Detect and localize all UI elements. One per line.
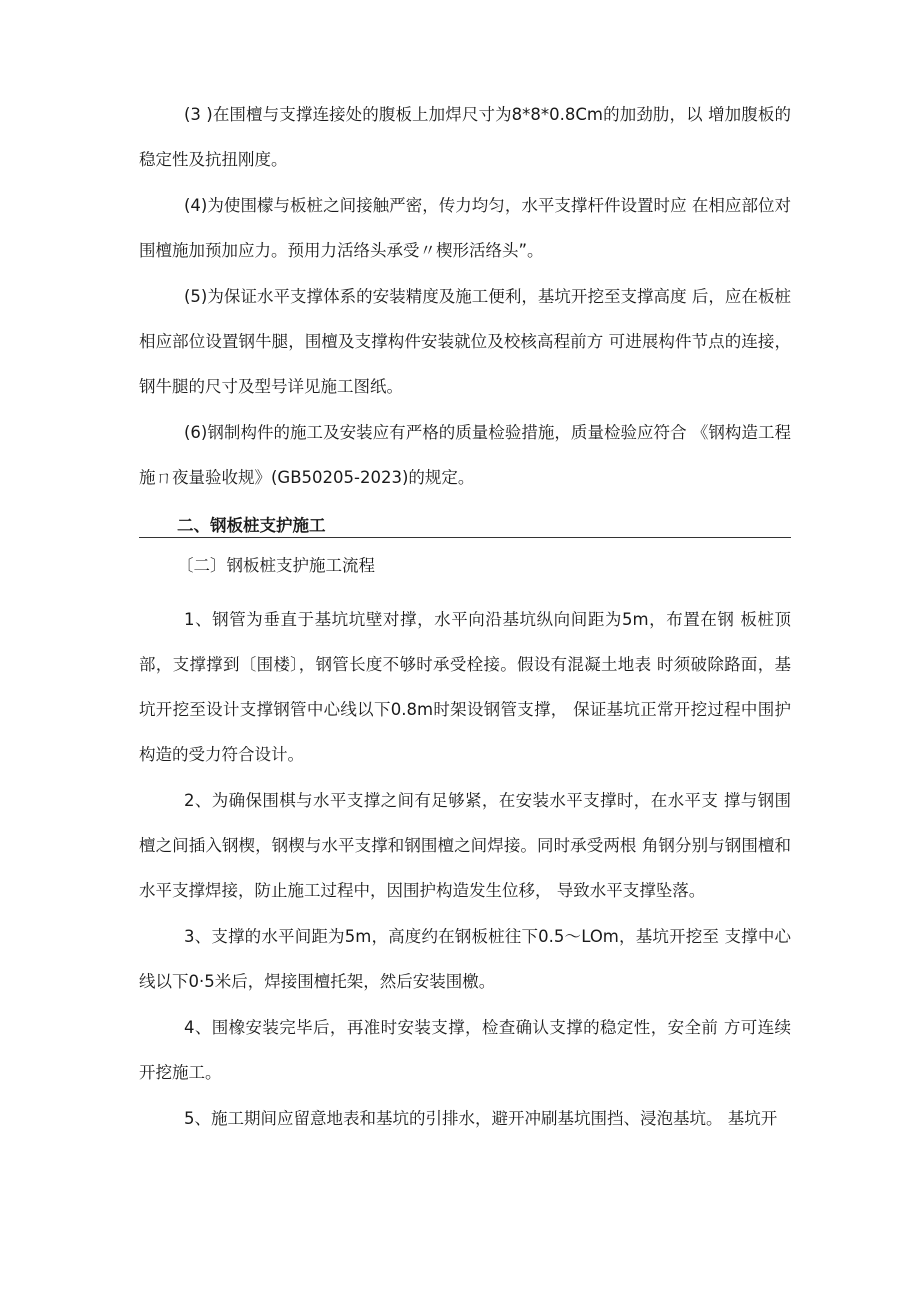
paragraph-4-prestress: (4)为使围檬与板桩之间接触严密，传力均匀，水平支撑杆件设置时应 在相应部位对围檀施加预加应力。预用力活络头承受〃楔形活络头”。: [139, 196, 791, 260]
paragraph-3-stiffener: (3 )在围檀与支撑连接处的腹板上加焊尺寸为8*8*0.8Cm的加劲肋，以 增加腹板的稳定性及抗扭刚度。: [139, 105, 791, 169]
paragraph-6-quality-inspection: (6)钢制构件的施工及安装应有严格的质量检验措施，质量检验应符合 《钢构造工程施ㄇ夜量验收规》(GB50205-2023)的规定。: [139, 423, 791, 487]
paragraph-item-2: 2、为确保围棋与水平支撑之间有足够紧，在安装水平支撑时，在水平支 撑与钢围檀之间插入钢楔，钢楔与水平支撑和钢围檀之间焊接。同时承受两根 角钢分别与钢围檀和水平支撑焊接，防止施工过程中，因围护构造发生位移， 导致水平支撑坠落。: [139, 791, 791, 900]
paragraph-5-steel-bracket: (5)为保证水平支撑体系的安装精度及施工便利，基坑开挖至支撑高度 后，应在板桩相应部位设置钢牛腿，围檀及支撑构件安装就位及校核高程前方 可进展构件节点的连接，钢牛腿的尺寸及型号详见施工图纸。: [139, 287, 791, 396]
paragraph-item-5: 5、施工期间应留意地表和基坑的引排水，避开冲刷基坑围挡、浸泡基坑。 基坑开: [184, 1109, 778, 1128]
paragraph-item-3: 3、支撑的水平间距为5m，高度约在钢板桩往下0.5～LOm，基坑开挖至 支撑中心线以下0·5米后，焊接围檀托架，然后安装围檄。: [139, 927, 792, 991]
paragraph-item-4: 4、围橡安装完毕后，再准时安装支撑，检查确认支撑的稳定性，安全前 方可连续开挖施工。: [139, 1018, 791, 1082]
subsection-heading: 〔二〕钢板桩支护施工流程: [177, 556, 375, 575]
section-divider: [139, 537, 791, 538]
section-heading: 二、钢板桩支护施工: [177, 516, 326, 535]
paragraph-item-1: 1、钢管为垂直于基坑坑壁对撑，水平向沿基坑纵向间距为5m，布置在钢 板桩顶部，支撑撑到〔围楼〕，钢管长度不够时承受栓接。假设有混凝土地表 时须破除路面，基坑开挖至设计支撑钢管中心线以下0.8m时架设钢管支撑， 保证基坑正常开挖过程中围护构造的受力符合设计。: [139, 610, 791, 764]
